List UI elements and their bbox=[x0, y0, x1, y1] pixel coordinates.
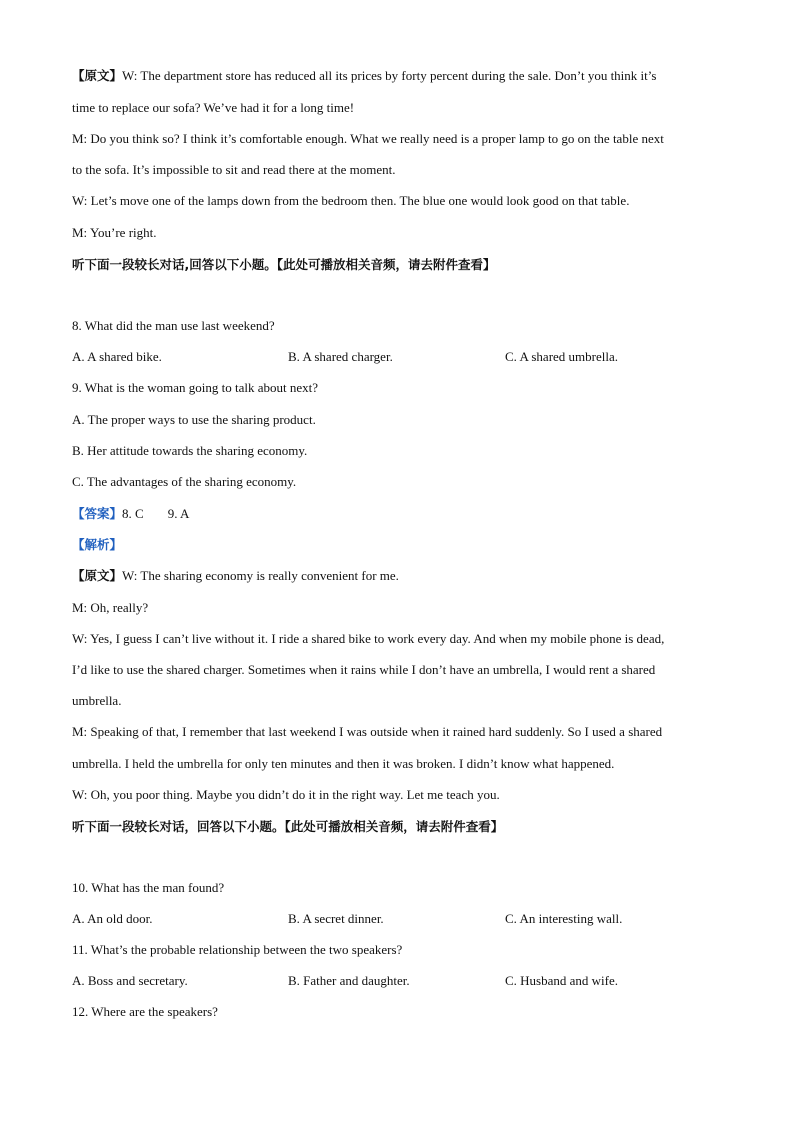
question-12: 12. Where are the speakers? bbox=[72, 1004, 218, 1019]
listening-instruction-2: 听下面一段较长对话，回答以下小题。【此处可播放相关音频，请去附件查看】 bbox=[72, 819, 504, 834]
question-9-option-a: A. The proper ways to use the sharing product. bbox=[72, 412, 316, 427]
transcript-line-6: M: You’re right. bbox=[72, 225, 157, 240]
question-11-option-a: A. Boss and secretary. bbox=[72, 973, 188, 988]
transcript2-line-1: 【原文】W: The sharing economy is really convenient for me. bbox=[72, 568, 399, 583]
transcript-line-4: to the sofa. It’s impossible to sit and read there at the moment. bbox=[72, 162, 396, 177]
question-8-option-c: C. A shared umbrella. bbox=[505, 349, 619, 364]
listening-instruction-1: 听下面一段较长对话,回答以下小题。【此处可播放相关音频，请去附件查看】 bbox=[72, 257, 496, 272]
question-8-option-a: A. A shared bike. bbox=[72, 349, 162, 364]
question-11-option-c: C. Husband and wife. bbox=[505, 973, 619, 988]
transcript2-line-2: M: Oh, really? bbox=[72, 600, 149, 615]
transcript2-line-7: umbrella. I held the umbrella for only ten minutes and then it was broken. I didn’t know what happened. bbox=[72, 756, 615, 771]
transcript-line-5: W: Let’s move one of the lamps down from the bedroom then. The blue one would look good on that table. bbox=[72, 193, 630, 208]
question-8-option-b: B. A shared charger. bbox=[288, 349, 393, 364]
answer-line: 【答案】8. C 9. A bbox=[72, 506, 190, 521]
question-9-option-b: B. Her attitude towards the sharing economy. bbox=[72, 443, 308, 458]
question-10-option-b: B. A secret dinner. bbox=[288, 911, 384, 926]
question-8: 8. What did the man use last weekend? bbox=[72, 318, 275, 333]
transcript2-line-3: W: Yes, I guess I can’t live without it. I ride a shared bike to work every day. And when my mobile phone is dead, bbox=[72, 631, 665, 646]
question-10-option-c: C. An interesting wall. bbox=[505, 911, 623, 926]
question-11-option-b: B. Father and daughter. bbox=[288, 973, 410, 988]
answer-tag: 【答案】 bbox=[72, 506, 123, 521]
question-10-option-a: A. An old door. bbox=[72, 911, 153, 926]
question-10: 10. What has the man found? bbox=[72, 880, 225, 895]
transcript2-line-5: umbrella. bbox=[72, 693, 122, 708]
transcript2-line-6: M: Speaking of that, I remember that last weekend I was outside when it rained hard suddenly. So I used a shared bbox=[72, 724, 663, 739]
original-text-tag: 【原文】 bbox=[72, 68, 123, 83]
question-11: 11. What’s the probable relationship between the two speakers? bbox=[72, 942, 403, 957]
transcript-line-3: M: Do you think so? I think it’s comfortable enough. What we really need is a proper lamp to go on the table next bbox=[72, 131, 664, 146]
transcript2-line-4: I’d like to use the shared charger. Sometimes when it rains while I don’t have an umbrella, I would rent a shared bbox=[72, 662, 656, 677]
original-text-tag-2: 【原文】 bbox=[72, 568, 123, 583]
transcript-line-1: 【原文】W: The department store has reduced all its prices by forty percent during the sale. Don’t you think it’s bbox=[72, 68, 657, 83]
analysis-tag: 【解析】 bbox=[72, 537, 123, 552]
transcript-line-2: time to replace our sofa? We’ve had it for a long time! bbox=[72, 100, 355, 115]
question-9: 9. What is the woman going to talk about next? bbox=[72, 380, 318, 395]
question-9-option-c: C. The advantages of the sharing economy. bbox=[72, 474, 297, 489]
transcript2-line-8: W: Oh, you poor thing. Maybe you didn’t do it in the right way. Let me teach you. bbox=[72, 787, 500, 802]
